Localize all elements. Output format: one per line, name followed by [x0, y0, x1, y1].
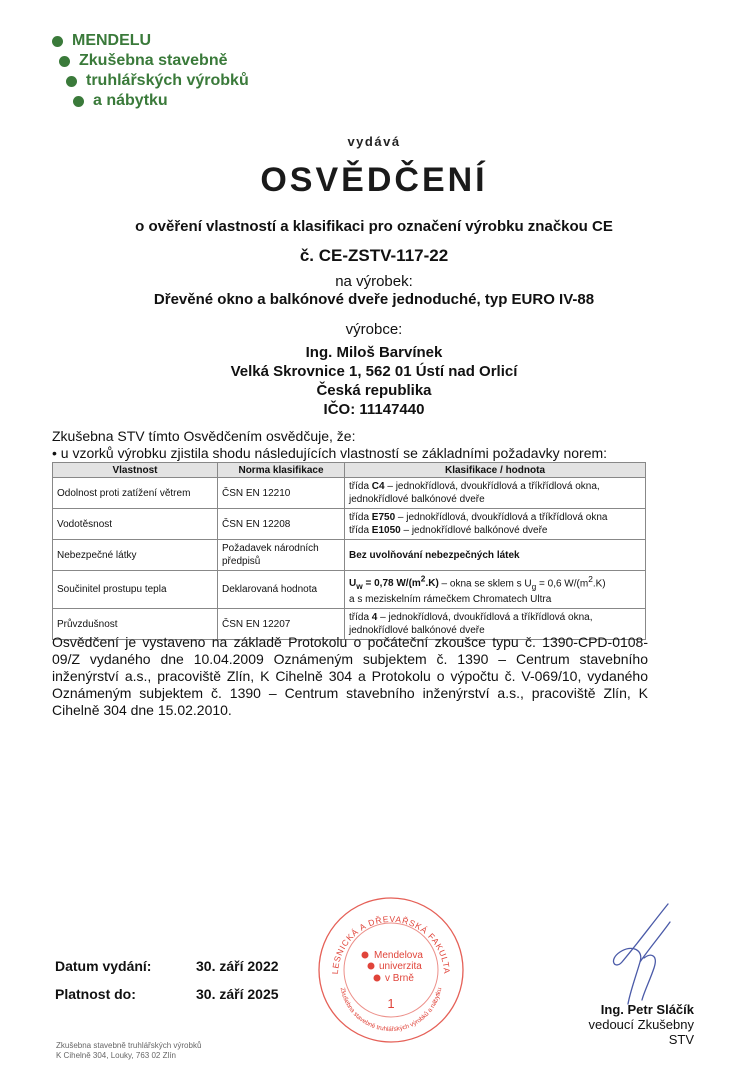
logo-line-2: Zkušebna stavebně: [59, 52, 228, 70]
properties-table: [52, 462, 646, 640]
table-header: Klasifikace / hodnota: [345, 463, 646, 478]
signer-role: vedoucí Zkušebny STV: [588, 1017, 694, 1047]
manufacturer-name: Ing. Miloš Barvínek: [305, 344, 443, 361]
logo-dot-icon: [52, 36, 63, 47]
issues-label: vydává: [347, 134, 401, 149]
norm-cell: ČSN EN 12207: [218, 609, 345, 640]
property-cell: Odolnost proti zatížení větrem: [53, 478, 218, 509]
signature-icon: [600, 900, 690, 1010]
value-cell: třída E750 – jednokřídlová, dvoukřídlová a tříkřídlová okna třída E1050 – jednokřídlové balkónové dveře: [345, 509, 646, 540]
table-row: [53, 509, 646, 540]
value-cell: třída C4 – jednokřídlová, dvoukřídlová a tříkřídlová okna, jednokřídlové balkónové dveře: [345, 478, 646, 509]
value-cell: třída 4 – jednokřídlová, dvoukřídlová a tříkřídlová okna, jednokřídlové balkónové dveře: [345, 609, 646, 640]
certificate-title: OSVĚDČENÍ: [260, 161, 488, 199]
stamp-arc-bottom: Zkušebna stavebně truhlářských výrobků a nábytku: [338, 987, 444, 1034]
logo-dot-icon: [59, 56, 70, 67]
logo-line-3: truhlářských výrobků: [66, 72, 249, 90]
logo-dot-icon: [66, 76, 77, 87]
university-stamp: [316, 895, 466, 1045]
table-header: Vlastnost: [53, 463, 218, 478]
stamp-inner-3: v Brně: [385, 973, 414, 984]
statement-intro: Zkušebna STV tímto Osvědčením osvědčuje, že:: [52, 428, 356, 444]
signer-name: Ing. Petr Sláčík: [600, 1002, 694, 1017]
norm-cell: ČSN EN 12210: [218, 478, 345, 509]
property-cell: Vodotěsnost: [53, 509, 218, 540]
logo-dot-icon: [73, 96, 84, 107]
stamp-arc-top: LESNICKÁ A DŘEVAŘSKÁ FAKULTA: [329, 913, 453, 975]
norm-cell: Požadavek národních předpisů: [218, 540, 345, 571]
manufacturer-country: Česká republika: [316, 382, 432, 399]
property-cell: Nebezpečné látky: [53, 540, 218, 571]
valid-value: 30. září 2025: [196, 986, 279, 1002]
table-header-row: [53, 463, 646, 478]
manufacturer-block: [0, 343, 748, 419]
statement-bullet: • u vzorků výrobku zjistila shodu následujících vlastností se základními požadavky norem:: [52, 445, 608, 461]
manufacturer-ico: IČO: 11147440: [323, 401, 425, 418]
certificate-subtitle: o ověření vlastností a klasifikaci pro označení výrobku značkou CE: [135, 218, 613, 235]
manufacturer-label: výrobce:: [345, 321, 403, 338]
value-cell: Bez uvolňování nebezpečných látek: [345, 540, 646, 571]
logo-line-4: a nábytku: [73, 92, 168, 110]
product-name: Dřevěné okno a balkónové dveře jednoduché, typ EURO IV-88: [153, 291, 595, 308]
table-row: [53, 540, 646, 571]
norm-cell: Deklarovaná hodnota: [218, 571, 345, 609]
property-cell: Součinitel prostupu tepla: [53, 571, 218, 609]
footer-address: Zkušebna stavebně truhlářských výrobků K Cihelně 304, Louky, 763 02 Zlín: [56, 1041, 202, 1060]
property-cell: Průvzdušnost: [53, 609, 218, 640]
certificate-number: č. CE-ZSTV-117-22: [299, 246, 449, 265]
stamp-number: 1: [387, 996, 395, 1011]
value-cell: $U_w = 0,78$ $W/(m^2.K)$ – okna se sklem s $U_g = 0,6$ $W/(m^2.K)$ a s meziskelním rámečkem Chromatech Ultra: [345, 571, 646, 609]
product-label: na výrobek:: [335, 273, 413, 290]
valid-label: Platnost do:: [55, 986, 136, 1002]
stamp-inner-1: Mendelova: [374, 950, 423, 961]
issued-value: 30. září 2022: [196, 958, 279, 974]
norm-cell: ČSN EN 12208: [218, 509, 345, 540]
manufacturer-address: Velká Skrovnice 1, 562 01 Ústí nad Orlicí: [230, 363, 518, 380]
signer-block: [560, 1002, 694, 1047]
table-row: [53, 478, 646, 509]
table-row: [53, 571, 646, 609]
logo-line-1: MENDELU: [52, 32, 151, 50]
basis-paragraph: Osvědčení je vystaveno na základě Protokolu o počáteční zkoušce typu č. 1390-CPD-0108-09/Z vydaného dne 10.04.2009 Oznámeným subjektem č. 1390 – Centrum stavebního inženýrství a.s., pracoviště Zlín, K Cihelně 304 a Protokolu o výpočtu č. V-069/10, vydaného Oznámeným subjektem č. 1390 – Centrum stavebního inženýrství a.s., pracoviště Zlín, K Cihelně 304 dne 15.02.2010.: [52, 634, 648, 718]
table-header: Norma klasifikace: [218, 463, 345, 478]
issued-label: Datum vydání:: [55, 958, 152, 974]
stamp-inner-2: univerzita: [379, 961, 422, 972]
